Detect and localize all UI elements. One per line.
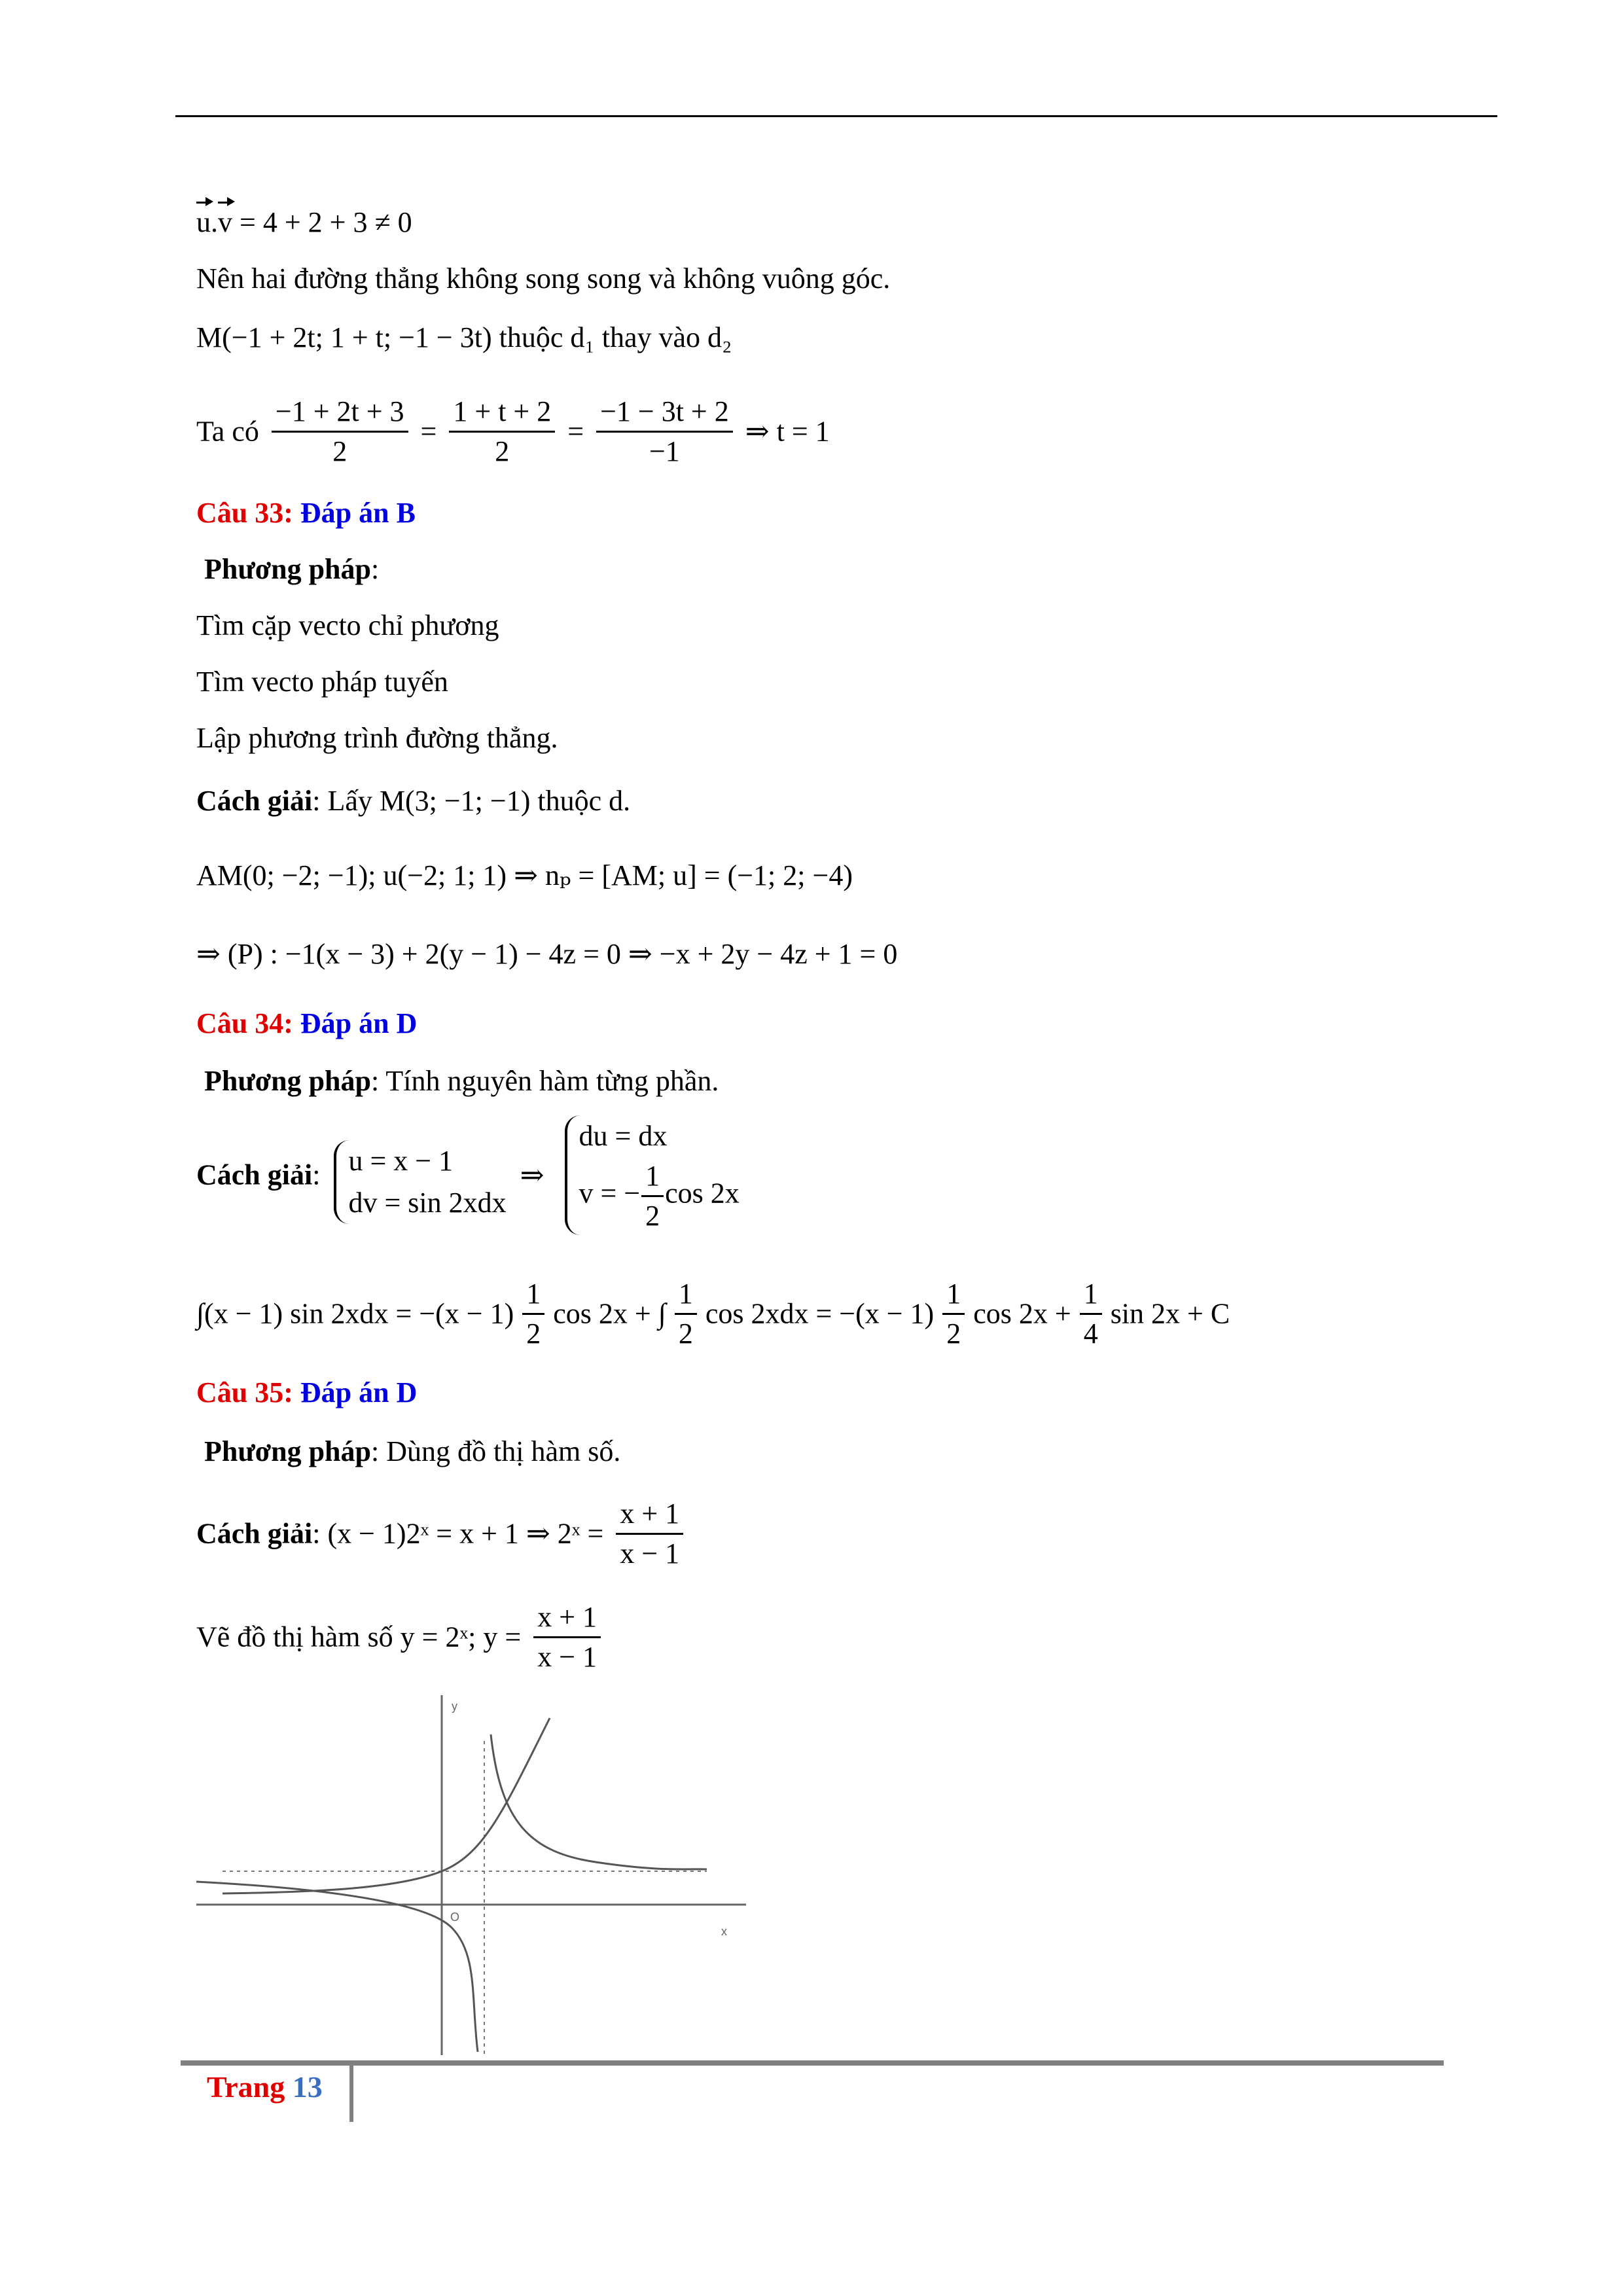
curve-hyperbola-left bbox=[196, 1882, 478, 2052]
q34-method-label: Phương pháp bbox=[204, 1065, 371, 1097]
q35-solution bbox=[196, 1495, 688, 1573]
vector-v: v bbox=[218, 204, 232, 241]
q34-int-frac4-den: 4 bbox=[1083, 1318, 1098, 1350]
q35-draw bbox=[196, 1598, 606, 1676]
q34-implies: ⇒ bbox=[520, 1158, 544, 1191]
q35-label: Câu 35: bbox=[196, 1376, 293, 1408]
q34-int-frac1 bbox=[522, 1275, 544, 1353]
fraction-1-num: −1 + 2t + 3 bbox=[272, 393, 408, 433]
q34-int-frac4 bbox=[1080, 1275, 1102, 1353]
q34-int-part1: ∫(x − 1) sin 2xdx = −(x − 1) bbox=[196, 1297, 514, 1330]
q35-fraction-den: x − 1 bbox=[620, 1537, 680, 1570]
curve-hyperbola-right bbox=[491, 1734, 707, 1869]
equals-2: = bbox=[567, 415, 584, 448]
q35-solution-eq: : (x − 1)2ˣ = x + 1 ⇒ 2ˣ = bbox=[312, 1517, 604, 1550]
q34-int-part3: cos 2xdx = −(x − 1) bbox=[705, 1297, 935, 1330]
ratio-line bbox=[196, 393, 830, 471]
fraction-2-num: 1 + t + 2 bbox=[449, 393, 555, 433]
q34-sys2-row2 bbox=[579, 1157, 740, 1235]
q34-system-1 bbox=[334, 1140, 506, 1224]
equals-1: = bbox=[420, 415, 437, 448]
q35-draw-fraction bbox=[533, 1598, 601, 1676]
q34-int-part5: sin 2x + C bbox=[1110, 1297, 1230, 1330]
fraction-3-den: −1 bbox=[649, 435, 680, 467]
q34-sys2-v: v = − bbox=[579, 1177, 641, 1210]
q33-method-label: Phương pháp bbox=[204, 553, 371, 585]
q34-int-part4: cos 2x + bbox=[973, 1297, 1071, 1330]
q34-int-frac2-num: 1 bbox=[675, 1275, 697, 1315]
q34-int-frac1-num: 1 bbox=[522, 1275, 544, 1315]
q34-method-text: : Tính nguyên hàm từng phần. bbox=[371, 1065, 719, 1097]
q33-eq2: ⇒ (P) : −1(x − 3) + 2(y − 1) − 4z = 0 ⇒ −x + 2y − 4z + 1 = 0 bbox=[196, 938, 898, 970]
q33-solution bbox=[196, 783, 630, 819]
q34-int-frac2 bbox=[675, 1275, 697, 1353]
q33-heading bbox=[196, 495, 416, 531]
ratio-label: Ta có bbox=[196, 415, 259, 448]
q35-heading bbox=[196, 1374, 417, 1411]
fraction-2-den: 2 bbox=[495, 435, 510, 467]
q35-draw-text: Vẽ đồ thị hàm số y = 2ˣ; y = bbox=[196, 1621, 522, 1653]
q33-answer: Đáp án B bbox=[300, 497, 416, 529]
q35-draw-fraction-den: x − 1 bbox=[537, 1641, 597, 1673]
footer-divider bbox=[349, 2066, 353, 2122]
q34-sys2-row1: du = dx bbox=[579, 1120, 668, 1152]
q34-solution bbox=[196, 1115, 740, 1235]
q33-step-1: Tìm cặp vecto chỉ phương bbox=[196, 609, 499, 641]
x-axis-label: x bbox=[721, 1925, 727, 1938]
q34-int-frac2-den: 2 bbox=[678, 1318, 693, 1350]
q35-solution-label: Cách giải bbox=[196, 1517, 313, 1550]
q34-solution-label: Cách giải bbox=[196, 1158, 313, 1191]
q34-system-2 bbox=[565, 1115, 740, 1235]
q34-int-part2: cos 2x + ∫ bbox=[553, 1297, 666, 1330]
q34-half-den: 2 bbox=[645, 1200, 660, 1232]
fraction-1 bbox=[272, 393, 408, 471]
q33-step-3: Lập phương trình đường thẳng. bbox=[196, 722, 558, 754]
q35-draw-fraction-num: x + 1 bbox=[533, 1598, 601, 1638]
dot-product-rest: = 4 + 2 + 3 ≠ 0 bbox=[232, 206, 412, 238]
page-number bbox=[207, 2070, 323, 2104]
q34-method bbox=[204, 1063, 719, 1100]
fraction-3-num: −1 − 3t + 2 bbox=[596, 393, 733, 433]
q35-fraction bbox=[616, 1495, 683, 1573]
q35-answer: Đáp án D bbox=[300, 1376, 418, 1408]
q34-half bbox=[641, 1157, 664, 1235]
q34-sys2-tail: cos 2x bbox=[665, 1177, 740, 1210]
dot: . bbox=[211, 206, 218, 238]
q34-answer: Đáp án D bbox=[300, 1007, 418, 1039]
q34-label: Câu 34: bbox=[196, 1007, 293, 1039]
q34-int-frac3 bbox=[942, 1275, 965, 1353]
header-rule bbox=[175, 115, 1497, 117]
q33-label: Câu 33: bbox=[196, 497, 293, 529]
q35-method-label: Phương pháp bbox=[204, 1435, 371, 1467]
q33-method bbox=[204, 551, 379, 588]
curve-exponential bbox=[223, 1718, 550, 1893]
footer-rule bbox=[181, 2060, 1444, 2066]
origin-label: O bbox=[450, 1910, 460, 1924]
q34-half-num: 1 bbox=[641, 1157, 664, 1197]
q34-int-frac3-num: 1 bbox=[942, 1275, 965, 1315]
vector-u: u bbox=[196, 204, 211, 241]
q35-method-text: : Dùng đồ thị hàm số. bbox=[371, 1435, 621, 1467]
function-graph bbox=[190, 1692, 753, 2058]
q34-integral bbox=[196, 1275, 1230, 1353]
q35-fraction-num: x + 1 bbox=[616, 1495, 683, 1535]
q34-int-frac1-den: 2 bbox=[526, 1318, 541, 1350]
fraction-2 bbox=[449, 393, 555, 471]
q34-sys1-row1: u = x − 1 bbox=[348, 1144, 454, 1177]
q34-sys1-row2: dv = sin 2xdx bbox=[348, 1186, 507, 1219]
dot-product-line bbox=[196, 204, 412, 241]
page-word: Trang bbox=[207, 2070, 285, 2104]
page-num: 13 bbox=[292, 2070, 323, 2104]
q33-solution-label: Cách giải bbox=[196, 785, 313, 817]
fraction-3 bbox=[596, 393, 733, 471]
q33-eq1: AM(0; −2; −1); u(−2; 1; 1) ⇒ nₚ = [AM; u] = (−1; 2; −4) bbox=[196, 859, 853, 891]
q34-int-frac3-den: 2 bbox=[946, 1318, 961, 1350]
q33-method-colon: : bbox=[371, 553, 380, 585]
ratio-result: ⇒ t = 1 bbox=[745, 415, 830, 448]
fraction-1-den: 2 bbox=[332, 435, 348, 467]
q33-step-2: Tìm vecto pháp tuyến bbox=[196, 666, 448, 698]
y-axis-label: y bbox=[452, 1700, 457, 1713]
point-m-line bbox=[196, 319, 732, 356]
q34-colon: : bbox=[312, 1158, 321, 1191]
q34-int-frac4-num: 1 bbox=[1080, 1275, 1102, 1315]
q35-method bbox=[204, 1433, 620, 1470]
conclusion-line: Nên hai đường thẳng không song song và không vuông góc. bbox=[196, 262, 891, 295]
point-m-text: thuộc d₁ thay vào d₂ bbox=[491, 321, 732, 353]
q33-solution-text: : Lấy M(3; −1; −1) thuộc d. bbox=[312, 785, 631, 817]
q34-heading bbox=[196, 1005, 417, 1042]
point-m-expression: M(−1 + 2t; 1 + t; −1 − 3t) bbox=[196, 321, 492, 353]
